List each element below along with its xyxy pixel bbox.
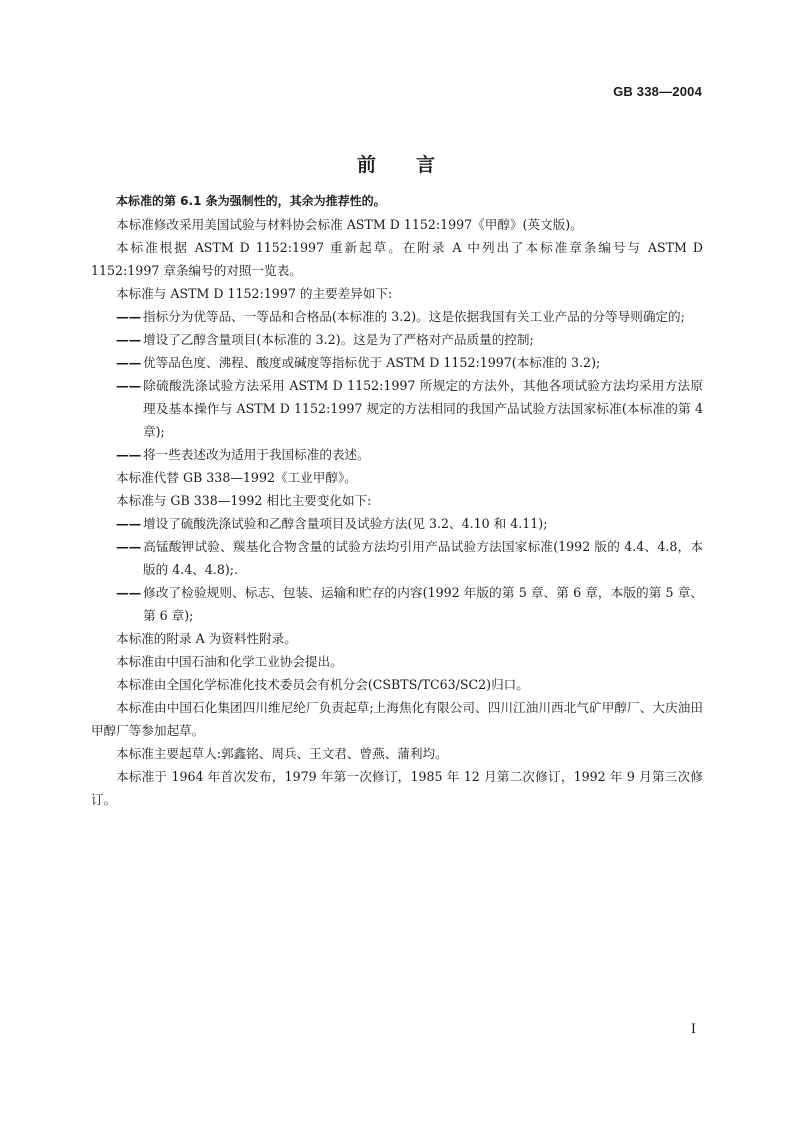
list-item-text: 增设了乙醇含量项目(本标准的 3.2)。这是为了严格对产品质量的控制; [143,332,534,347]
paragraph: 本标准于 1964 年首次发布，1979 年第一次修订，1985 年 12 月第二次修订，1992 年 9 月第三次修订。 [91,769,703,807]
list-item-text: 除硫酸洗涤试验方法采用 ASTM D 1152:1997 所规定的方法外，其他各项试验方法均采用方法原理及基本操作与 ASTM D 1152:1997 规定的方法相同的我国产品试验方法国家标准(本标准的第 4 章); [143,378,703,439]
dash: —— [116,516,142,531]
mandatory-clause-note: 本标准的第 6.1 条为强制性的，其余为推荐性的。 [116,194,386,208]
list-item-text: 优等品色度、沸程、酸度或碱度等指标优于 ASTM D 1152:1997(本标准的 3.2); [143,355,601,370]
dash: —— [116,355,142,370]
paragraph: 本标准与 GB 338—1992 相比主要变化如下: [116,493,372,508]
foreword-body [91,190,703,811]
standard-code: GB 338—2004 [613,84,702,99]
paragraph: 本标准由中国石油和化学工业协会提出。 [116,654,343,669]
difference-item [91,351,703,374]
dash: —— [116,585,142,600]
paragraph: 本标准的附录 A 为资料性附录。 [116,631,297,646]
list-item-text: 高锰酸钾试验、羰基化合物含量的试验方法均引用产品试验方法国家标准(1992 版的 4.4、4.8，本版的 4.4、4.8);. [143,539,703,577]
change-item [91,535,703,581]
paragraph: 本标准由全国化学标准化技术委员会有机分会(CSBTS/TC63/SC2)归口。 [116,677,529,692]
title-char-2: 言 [416,154,438,176]
list-item-text: 修改了检验规则、标志、包装、运输和贮存的内容(1992 年版的第 5 章、第 6 章，本版的第 5 章、第 6 章); [143,585,703,623]
dash: —— [116,447,142,462]
difference-item [91,305,703,328]
difference-item [91,443,703,466]
title-char-1: 前 [356,154,378,176]
page-title [0,150,794,177]
dash: —— [116,309,142,324]
list-item-text: 增设了硫酸洗涤试验和乙醇含量项目及试验方法(见 3.2、4.10 和 4.11); [143,516,548,531]
paragraph: 本标准与 ASTM D 1152:1997 的主要差异如下: [116,286,393,301]
paragraph: 本标准代替 GB 338—1992《工业甲醇》。 [116,470,357,485]
change-item [91,581,703,627]
change-item [91,512,703,535]
dash: —— [116,378,142,393]
difference-item [91,328,703,351]
paragraph: 本标准修改采用美国试验与材料协会标准 ASTM D 1152:1997《甲醇》(英文版)。 [116,217,583,232]
list-item-text: 指标分为优等品、一等品和合格品(本标准的 3.2)。这是依据我国有关工业产品的分等导则确定的; [143,309,685,324]
dash: —— [116,539,142,554]
difference-item [91,374,703,443]
dash: —— [116,332,142,347]
paragraph: 本标准由中国石化集团四川维尼纶厂负责起草;上海焦化有限公司、四川江油川西北气矿甲醇厂、大庆油田甲醇厂等参加起草。 [91,700,703,738]
list-item-text: 将一些表述改为适用于我国标准的表述。 [143,447,370,462]
page-number: I [690,1022,696,1037]
paragraph: 本标准根据 ASTM D 1152:1997 重新起草。在附录 A 中列出了本标准章条编号与 ASTM D 1152:1997 章条编号的对照一览表。 [91,240,703,278]
paragraph: 本标准主要起草人:郭鑫铭、周兵、王文君、曾燕、蒲利均。 [116,746,448,761]
